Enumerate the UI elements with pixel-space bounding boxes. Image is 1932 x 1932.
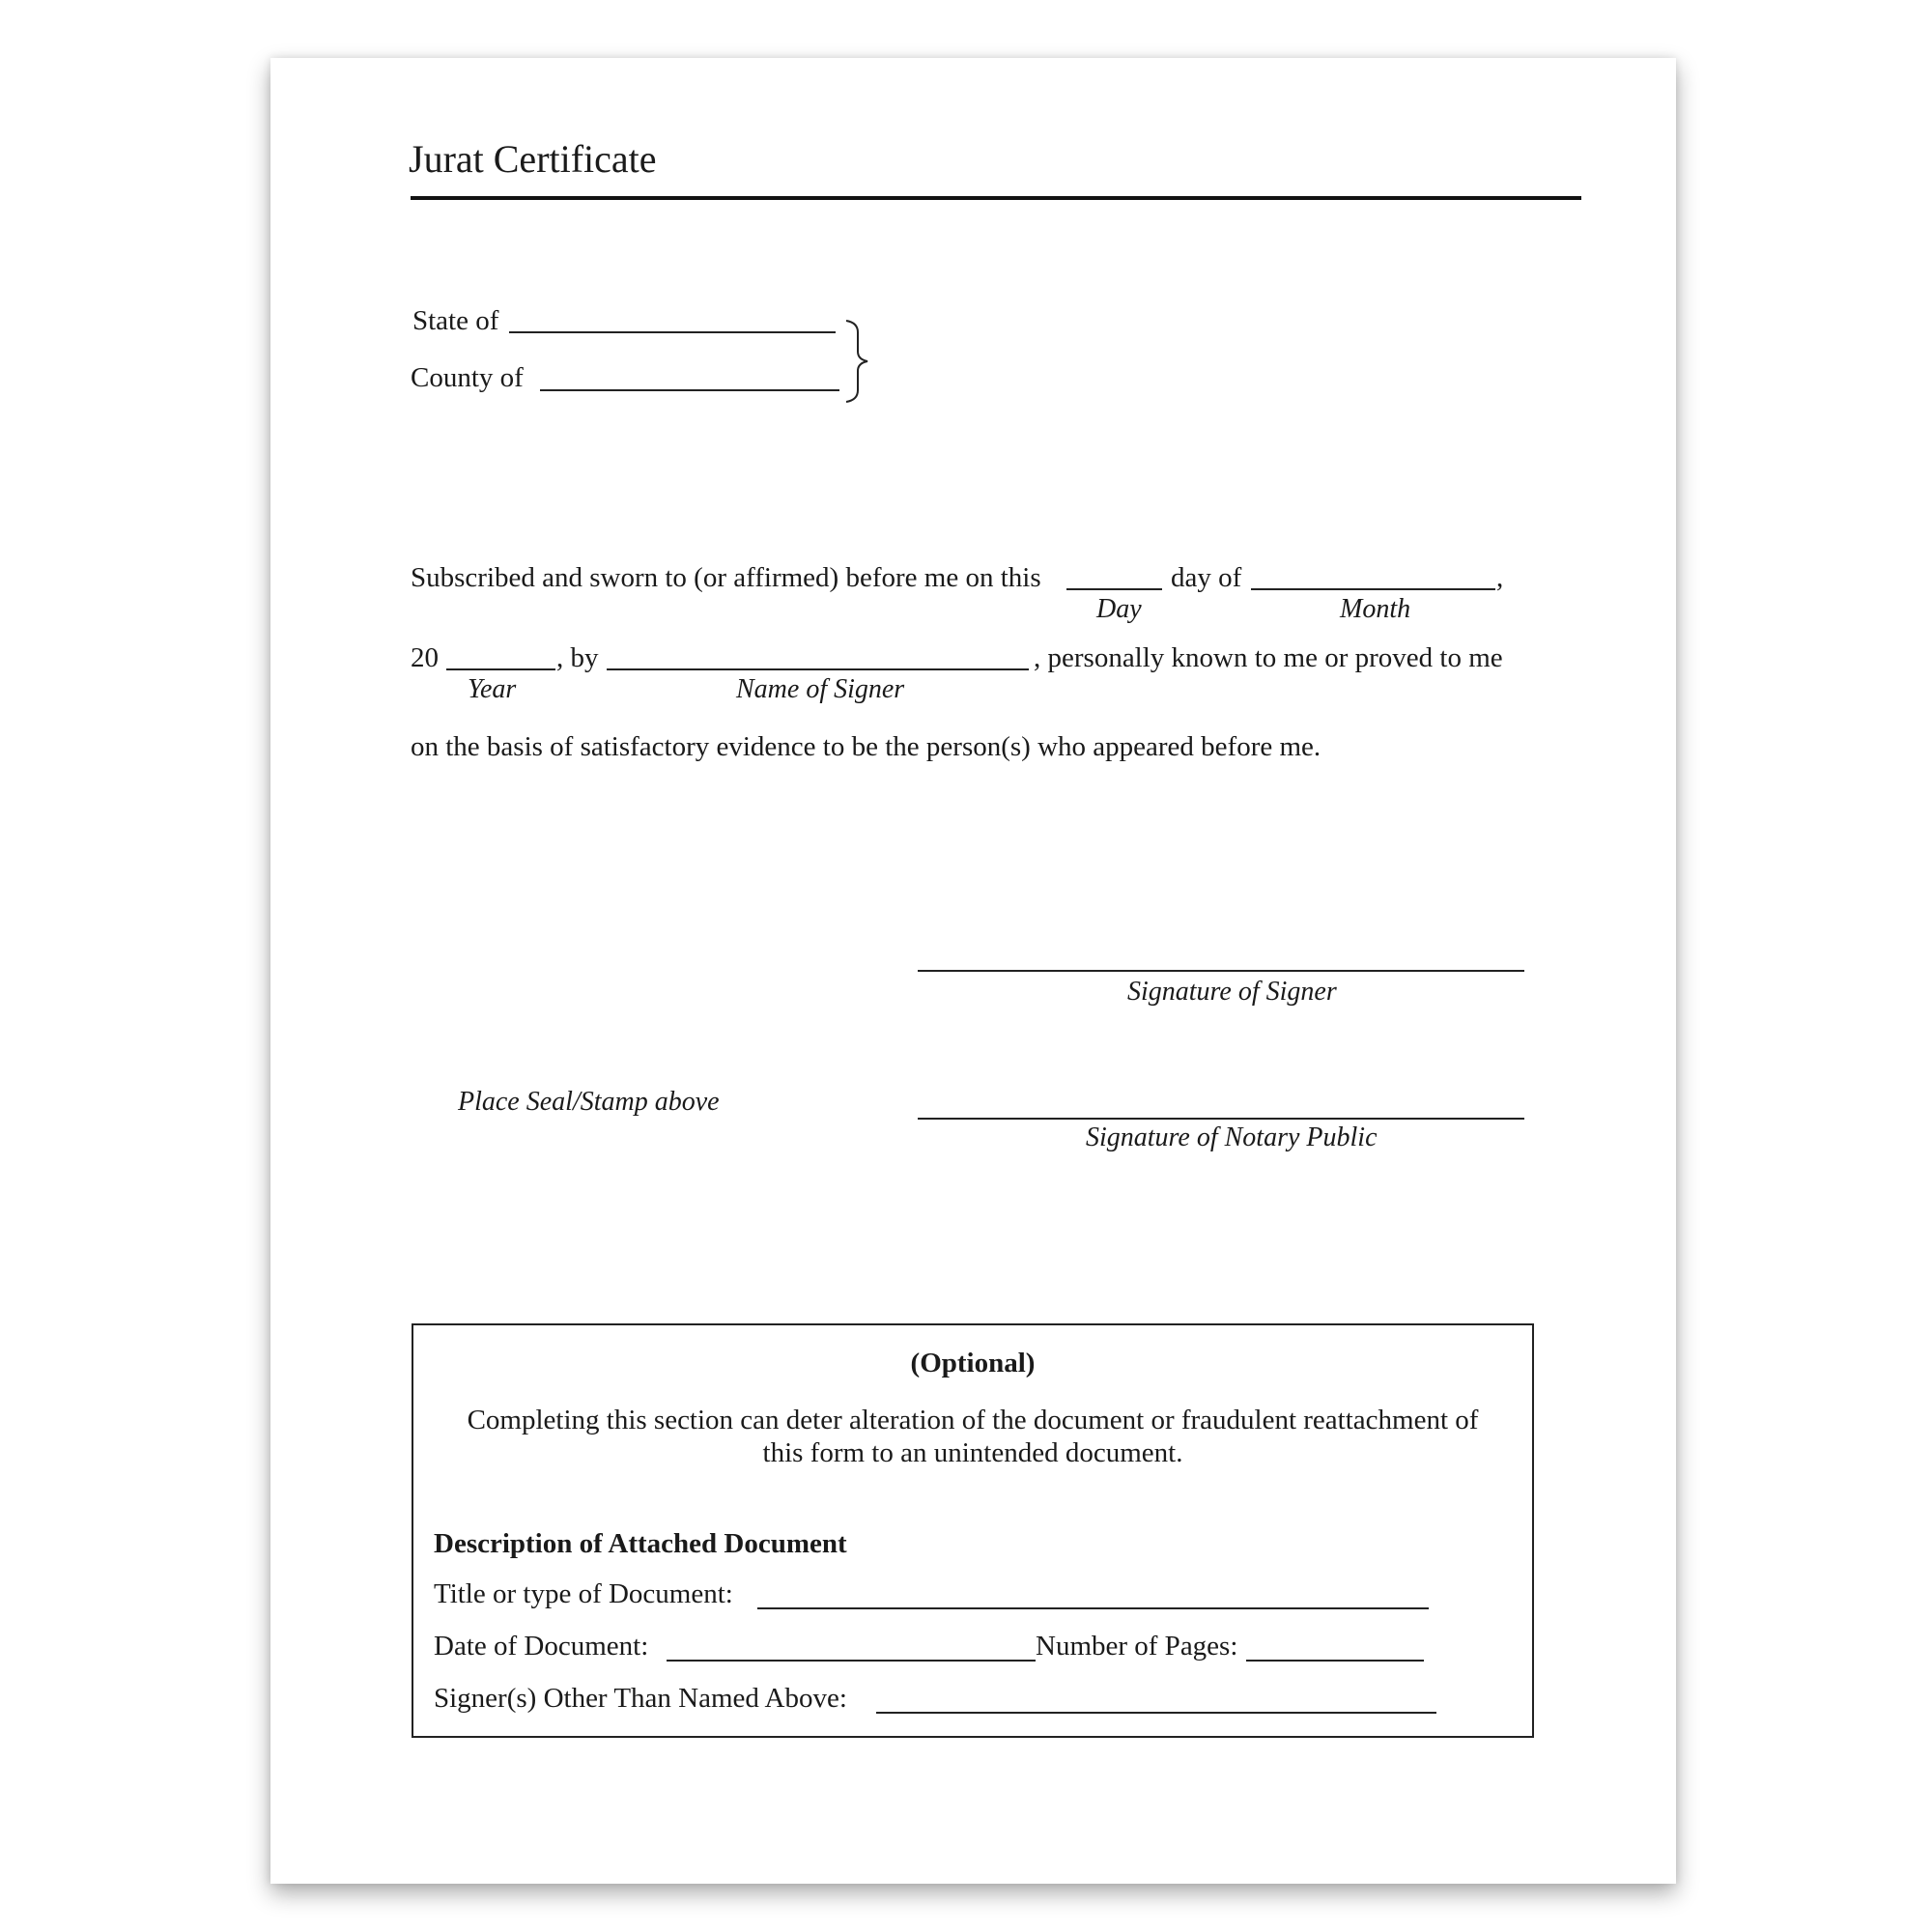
title-rule: [411, 196, 1581, 200]
signer-name-field[interactable]: [607, 668, 1029, 670]
page-count-field[interactable]: [1246, 1660, 1424, 1662]
document-title-field[interactable]: [757, 1607, 1429, 1609]
document-date-label: Date of Document:: [434, 1631, 649, 1662]
month-field[interactable]: [1251, 588, 1495, 590]
attached-document-heading: Description of Attached Document: [434, 1528, 847, 1559]
month-caption: Month: [1340, 594, 1411, 624]
state-label: State of: [412, 305, 499, 336]
signer-name-caption: Name of Signer: [736, 674, 905, 704]
day-caption: Day: [1096, 594, 1142, 624]
line1-comma: ,: [1496, 562, 1504, 593]
sworn-text: Subscribed and sworn to (or affirmed) before me on this: [411, 562, 1041, 593]
form-title: Jurat Certificate: [409, 137, 657, 181]
year-caption: Year: [468, 674, 517, 704]
signer-signature-caption: Signature of Signer: [1127, 977, 1337, 1007]
optional-notice-line2: this form to an unintended document.: [762, 1437, 1183, 1468]
county-label: County of: [411, 362, 524, 393]
seal-note: Place Seal/Stamp above: [458, 1087, 720, 1117]
day-field[interactable]: [1066, 588, 1162, 590]
document-title-label: Title or type of Document:: [434, 1578, 733, 1609]
optional-heading: (Optional): [910, 1348, 1036, 1378]
county-field[interactable]: [540, 389, 839, 391]
personally-known-text: , personally known to me or proved to me: [1034, 642, 1503, 673]
other-signers-label: Signer(s) Other Than Named Above:: [434, 1683, 847, 1714]
satisfactory-evidence-text: on the basis of satisfactory evidence to be the person(s) who appeared before me.: [411, 731, 1321, 762]
optional-notice-line1: Completing this section can deter alteration of the document or fraudulent reattachment of: [467, 1405, 1479, 1435]
notary-signature-caption: Signature of Notary Public: [1086, 1122, 1378, 1152]
state-field[interactable]: [509, 331, 836, 333]
notary-signature-line[interactable]: [918, 1118, 1524, 1120]
document-date-field[interactable]: [667, 1660, 1036, 1662]
century-text: 20: [411, 642, 439, 673]
day-of-text: day of: [1171, 562, 1242, 593]
page-count-label: Number of Pages:: [1036, 1631, 1238, 1662]
venue-brace: [842, 319, 869, 404]
year-field[interactable]: [446, 668, 555, 670]
by-text: , by: [556, 642, 599, 673]
signer-signature-line[interactable]: [918, 970, 1524, 972]
other-signers-field[interactable]: [876, 1712, 1436, 1714]
